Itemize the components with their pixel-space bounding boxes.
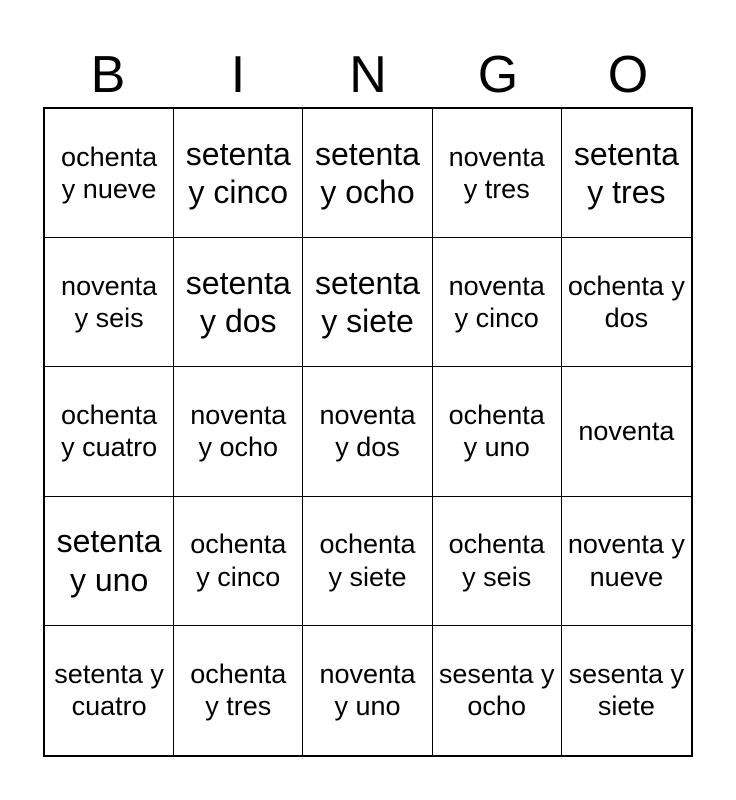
cell-label: ochenta y dos	[567, 270, 685, 334]
header-letter-o: O	[607, 46, 649, 104]
bingo-cell-r5-c2[interactable]	[174, 626, 303, 755]
bingo-cell-r1-c3[interactable]	[303, 109, 432, 238]
bingo-cell-r3-c5[interactable]	[562, 367, 691, 496]
cell-label: sesenta y ocho	[438, 659, 555, 722]
bingo-cell-r5-c4[interactable]	[433, 626, 562, 755]
bingo-cell-r4-c4[interactable]	[433, 497, 562, 626]
cell-label: noventa y dos	[319, 400, 416, 463]
bingo-cell-r1-c1[interactable]	[45, 109, 174, 238]
bingo-cell-r1-c4[interactable]	[433, 109, 562, 238]
bingo-cell-r4-c2[interactable]	[174, 497, 303, 626]
bingo-cell-r3-c4[interactable]	[433, 367, 562, 496]
cell-label: ochenta y cinco	[190, 529, 287, 592]
bingo-cell-r5-c5[interactable]	[562, 626, 691, 755]
bingo-cell-r3-c1[interactable]	[45, 367, 174, 496]
cell-label: setenta y siete	[315, 264, 420, 340]
bingo-cell-r4-c3[interactable]	[303, 497, 432, 626]
bingo-cell-r1-c5[interactable]	[562, 109, 691, 238]
cell-label: ochenta y tres	[190, 659, 287, 722]
cell-label: setenta y cuatro	[54, 659, 164, 722]
header-letter-g: G	[477, 46, 519, 104]
bingo-cell-r2-c4[interactable]	[433, 238, 562, 367]
cell-label: noventa y tres	[448, 141, 545, 205]
cell-label: ochenta y cuatro	[61, 400, 158, 463]
cell-label: noventa y nueve	[567, 529, 685, 592]
cell-label: ochenta y siete	[319, 529, 416, 592]
cell-label: setenta y uno	[56, 523, 162, 598]
cell-label: setenta y cinco	[185, 135, 291, 211]
cell-label: sesenta y siete	[568, 659, 685, 722]
bingo-cell-r4-c1[interactable]	[45, 497, 174, 626]
cell-label: ochenta y seis	[448, 529, 545, 592]
bingo-cell-r3-c3[interactable]	[303, 367, 432, 496]
cell-label: noventa y cinco	[448, 270, 545, 334]
bingo-cell-r2-c2[interactable]	[174, 238, 303, 367]
cell-label: noventa y ocho	[190, 400, 287, 463]
cell-label: noventa	[578, 416, 675, 447]
header-letter-n: N	[349, 46, 387, 104]
bingo-header	[43, 44, 693, 106]
bingo-board	[43, 107, 693, 757]
cell-label: setenta y dos	[185, 264, 291, 340]
cell-label: ochenta y uno	[448, 400, 545, 463]
header-letter-b: B	[90, 46, 126, 104]
bingo-cell-r4-c5[interactable]	[562, 497, 691, 626]
cell-label: setenta y ocho	[315, 135, 420, 211]
bingo-cell-r2-c3[interactable]	[303, 238, 432, 367]
bingo-cell-r5-c3[interactable]	[303, 626, 432, 755]
bingo-cell-r2-c5[interactable]	[562, 238, 691, 367]
cell-label: ochenta y nueve	[61, 141, 158, 205]
bingo-cell-r5-c1[interactable]	[45, 626, 174, 755]
cell-label: noventa y uno	[319, 659, 416, 722]
cell-label: setenta y tres	[573, 135, 679, 211]
bingo-cell-r1-c2[interactable]	[174, 109, 303, 238]
bingo-cell-r2-c1[interactable]	[45, 238, 174, 367]
header-letter-i: I	[230, 46, 246, 104]
bingo-cell-r3-c2[interactable]	[174, 367, 303, 496]
cell-label: noventa y seis	[61, 270, 158, 334]
